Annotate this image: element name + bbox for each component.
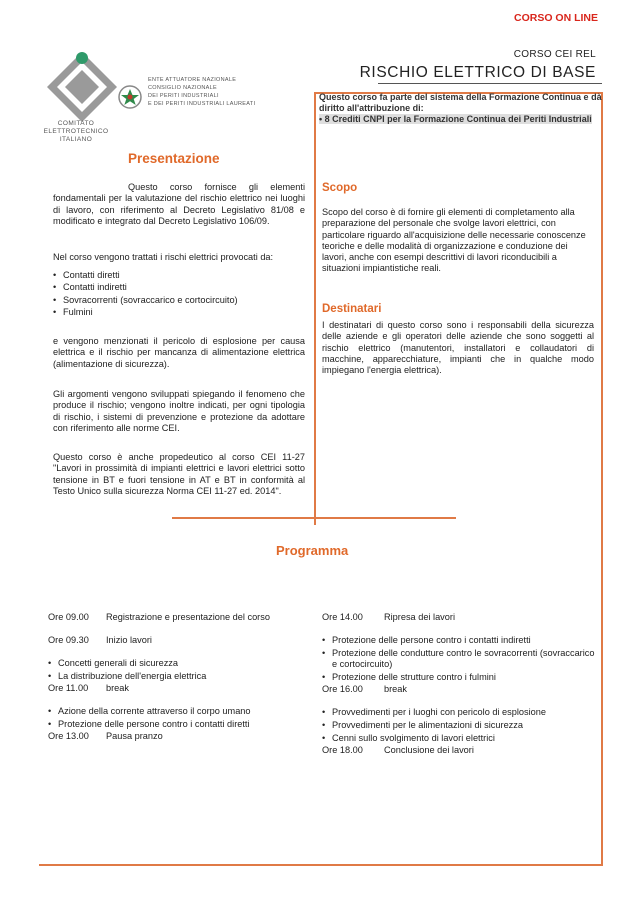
presentazione-paragraph-3: e vengono menzionati il pericolo di esplosione per causa elettrica e il rischio per mancanza di alimentazione elettrica (alimentazione di sicurezza).: [53, 336, 305, 369]
section-divider: [172, 517, 456, 519]
list-item: • Contatti indiretti: [53, 282, 305, 293]
list-item: • Cenni sullo svolgimento di lavori elettrici: [322, 733, 600, 745]
slot-label: Pausa pranzo: [106, 731, 163, 742]
list-item: • Provvedimenti per i luoghi con pericolo di esplosione: [322, 707, 600, 719]
presentazione-paragraph-4: Gli argomenti vengono sviluppati spiegando il fenomeno che produce il rischio; vengono inoltre indicati, per ogni tipologia di rischio, i sistemi di prevenzione e protezione da adottare con riferimento alle norme CEI.: [53, 389, 305, 433]
course-title: RISCHIO ELETTRICO DI BASE: [359, 64, 596, 81]
cei-logo-dot: [76, 52, 88, 64]
slot-label: Ripresa dei lavori: [384, 612, 455, 622]
slot-label: break: [106, 683, 129, 694]
schedule-slot: [322, 684, 600, 695]
cnpi-logo-text: ENTE ATTUATORE NAZIONALE CONSIGLIO NAZIONALE DEI PERITI INDUSTRIALI E DEI PERITI INDUSTRIALI LAUREATI: [148, 77, 256, 107]
slot-time: Ore 18.00: [322, 745, 363, 756]
list-item: • La distribuzione dell'energia elettrica: [48, 671, 310, 683]
course-code: CORSO CEI REL: [513, 49, 596, 60]
slot-topics: [322, 635, 600, 683]
list-item: • Protezione delle persone contro i contatti indiretti: [322, 635, 600, 647]
cei-logo-text: COMITATO ELETTROTECNICO ITALIANO: [43, 120, 109, 143]
slot-topics: [48, 706, 310, 730]
list-item: • Fulmini: [53, 307, 305, 318]
list-item: • Azione della corrente attraverso il corpo umano: [48, 706, 310, 718]
right-border: [601, 94, 603, 865]
slot-time: Ore 16.00: [322, 684, 363, 695]
slot-topics: [322, 707, 600, 744]
scopo-body: Scopo del corso è di fornire gli elementi di completamento alla preparazione del personale che svolge lavori elettrici, con particolare riguardo all'acquisizione delle necessarie conoscenze teoriche e delle modalità di organizzazione e conduzione dei lavori, anche con esempi descrittivi di lavori riconducibili a situazioni impiantistiche reali.: [322, 207, 586, 274]
slot-label: Inizio lavori: [106, 635, 152, 645]
schedule-slot: [48, 612, 310, 623]
risks-list: [53, 270, 305, 319]
list-item: • Contatti diretti: [53, 270, 305, 281]
list-item: • Protezione delle strutture contro i fulmini: [322, 672, 600, 684]
slot-time: Ore 11.00: [48, 683, 89, 694]
list-item: • Concetti generali di sicurezza: [48, 658, 310, 670]
schedule-slot: [48, 635, 310, 646]
schedule-slot: [322, 745, 600, 756]
list-item: • Provvedimenti per le alimentazioni di sicurezza: [322, 720, 600, 732]
slot-time: Ore 09.30: [48, 635, 89, 645]
list-item: • Protezione delle condutture contro le sovracorrenti (sovraccarico e cortocircuito): [322, 648, 600, 671]
slot-time: Ore 09.00: [48, 612, 89, 622]
slot-topics: [48, 658, 310, 682]
schedule-slot: [48, 731, 310, 742]
presentazione-paragraph-5: Questo corso è anche propedeutico al corso CEI 11-27 "Lavori in prossimità di impianti elettrici e lavori elettrici sotto tensione in BT e fuori tensione in AT e BT in conformità al Testo Unico sulla sicurezza Norma CEI 11-27 ed. 2014".: [53, 452, 305, 496]
slot-label: Conclusione dei lavori: [384, 745, 474, 756]
presentazione-heading: Presentazione: [128, 151, 220, 166]
programma-right-column: [322, 612, 600, 768]
credits-line-2: • 8 Crediti CNPI per la Formazione Continua dei Periti Industriali: [319, 114, 592, 124]
column-divider: [314, 92, 316, 525]
programma-heading: Programma: [276, 543, 349, 558]
credits-line-1: Questo corso fa parte del sistema della Formazione Continua e dà diritto all'attribuzione di:: [319, 92, 602, 113]
destinatari-body: I destinatari di questo corso sono i responsabili della sicurezza delle aziende e gli operatori delle aziende che sono soggetti al rischio elettrico (manutentori, installatori e collaudatori di macchine, apparecchiature, impianti che in qualche modo impiegano l'energia elettrica).: [322, 320, 594, 376]
schedule-slot: [48, 683, 310, 694]
title-divider: [378, 83, 602, 84]
online-badge: CORSO ON LINE: [513, 12, 598, 24]
presentazione-paragraph-2: Nel corso vengono trattati i rischi elettrici provocati da:: [53, 252, 274, 262]
slot-label: break: [384, 684, 407, 695]
list-item: • Protezione delle persone contro i contatti diretti: [48, 719, 310, 731]
scopo-heading: Scopo: [322, 182, 358, 194]
schedule-slot: [322, 612, 600, 623]
slot-time: Ore 14.00: [322, 612, 363, 622]
slot-label: Registrazione e presentazione del corso: [106, 612, 270, 622]
slot-time: Ore 13.00: [48, 731, 89, 742]
credits-box: [316, 92, 604, 125]
bottom-border: [39, 864, 603, 866]
programma-left-column: [48, 612, 310, 754]
list-item: • Sovracorrenti (sovraccarico e cortocircuito): [53, 295, 305, 306]
destinatari-heading: Destinatari: [322, 303, 382, 315]
presentazione-paragraph-1: Questo corso fornisce gli elementi fondamentali per la valutazione del rischio elettrico nei luoghi di lavoro, con riferimento al Decreto Legislativo 81/08 e modificato e integrato dal Decreto Legislativo 106/09.: [53, 182, 305, 226]
